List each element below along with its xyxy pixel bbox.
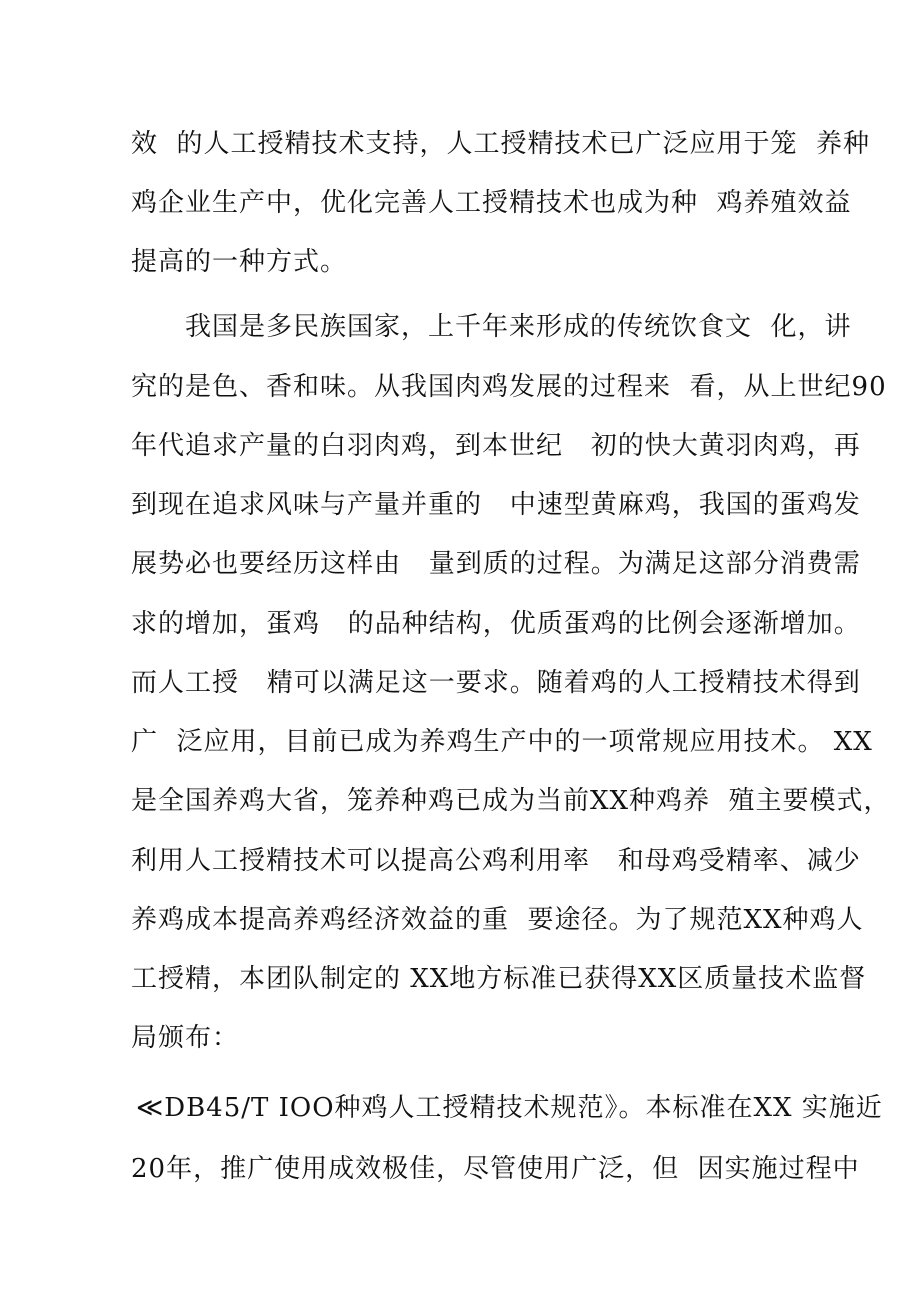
paragraph-3-line-2: 20年，推广使用成效极佳，尽管使用广泛，但 因实施过程中 (131, 1154, 860, 1184)
paragraph-2-line-2: 究的是色、香和味。从我国肉鸡发展的过程来 看，从上世纪90 (131, 372, 887, 402)
paragraph-2-line-11: 养鸡成本提高养鸡经济效益的重 要途径。为了规范XX种鸡人 (131, 905, 864, 935)
paragraph-2-line-4: 到现在追求风味与产量并重的 中速型黄麻鸡，我国的蛋鸡发 (131, 490, 861, 520)
paragraph-2-line-13: 局颁布： (131, 1023, 240, 1053)
paragraph-1-line-2: 鸡企业生产中，优化完善人工授精技术也成为种 鸡养殖效益 (131, 188, 852, 218)
paragraph-2-line-9: 是全国养鸡大省，笼养种鸡已成为当前XX种鸡养 殖主要模式， (131, 786, 891, 816)
paragraph-2-line-8: 广 泛应用，目前已成为养鸡生产中的一项常规应用技术。 XX (131, 727, 873, 757)
paragraph-3-line-1: ≪DB45/T IOO种鸡人工授精技术规范》。本标准在XX 实施近 (136, 1093, 883, 1123)
paragraph-2-line-5: 展势必也要经历这样由 量到质的过程。为满足这部分消费需 (131, 549, 861, 579)
paragraph-2-line-10: 利用人工授精技术可以提高公鸡利用率 和母鸡受精率、减少 (131, 846, 861, 876)
paragraph-2-line-1: 我国是多民族国家，上千年来形成的传统饮食文 化，讲 (185, 312, 852, 342)
paragraph-1-line-1: 效 的人工授精技术支持，人工授精技术已广泛应用于笼 养种 (131, 129, 871, 159)
paragraph-2-line-6: 求的增加，蛋鸡 的品种结构，优质蛋鸡的比例会逐渐增加。 (131, 609, 861, 639)
paragraph-1-line-3: 提高的一种方式。 (131, 247, 348, 277)
paragraph-2-line-3: 年代追求产量的白羽肉鸡，到本世纪 初的快大黄羽肉鸡，再 (131, 431, 861, 461)
paragraph-2-line-7: 而人工授 精可以满足这一要求。随着鸡的人工授精技术得到 (131, 668, 861, 698)
paragraph-2-line-12: 工授精，本团队制定的 XX地方标准已获得XX区质量技术监督 (131, 964, 867, 994)
